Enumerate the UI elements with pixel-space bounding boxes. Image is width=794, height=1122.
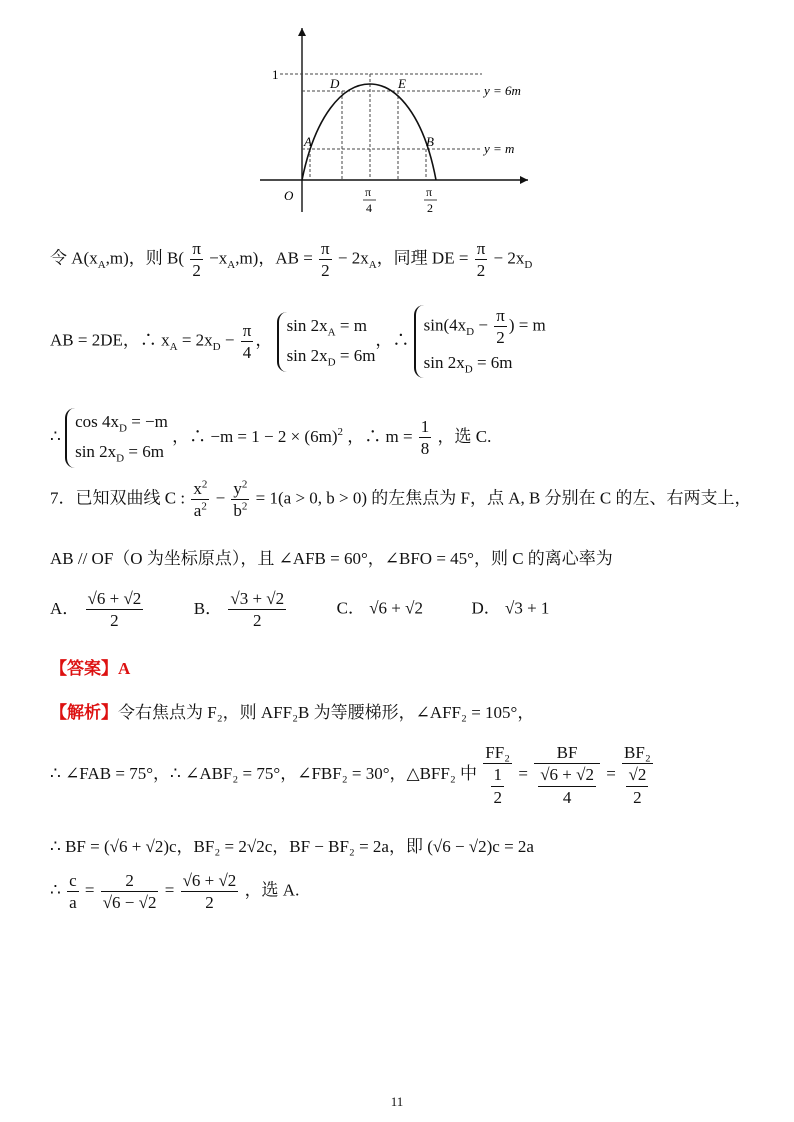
sub: D [212, 341, 221, 354]
solution-line-1: 令 $A(x_A,m)$，则 B( $\frac{\pi}{2}$ $-x_A,m$)，AB = $\frac{\pi}{2}$ − $2x_A$，同理 DE = $\frac{\pi}{2}$ − $2x_D$ [50, 239, 533, 281]
option-a-label: A． [50, 598, 80, 618]
num: BF [534, 742, 600, 764]
den: 2 [496, 328, 505, 348]
system-3 [65, 408, 168, 468]
den: 2 [633, 787, 642, 807]
text: b [233, 501, 242, 521]
sine-curve [302, 84, 436, 180]
text: AB = 2DE，∴ x [50, 330, 170, 350]
analysis-label: 【解析】 [50, 703, 118, 722]
den: a [69, 893, 77, 913]
num: π [241, 320, 254, 342]
option-a-value [86, 588, 144, 632]
x-tick-pi4-den: 4 [366, 201, 372, 215]
num: 1 [419, 416, 432, 438]
x-axis-arrow-icon [520, 176, 528, 184]
option-d-value: √3 + 1 [505, 598, 550, 618]
text: sin 2x [286, 345, 328, 365]
option-c-value: √6 + √2 [369, 598, 423, 618]
x-tick-pi2-den: 2 [427, 201, 433, 215]
text: − [478, 315, 488, 335]
x-tick-pi4-num: π [365, 185, 372, 199]
text: 令 A(x [50, 248, 98, 268]
fraction [494, 305, 507, 349]
q7-stem-1: 7．已知双曲线 C : $\frac{x^2}{a^2}$ − $\frac{y^2}{b^2}$ = 1(a > 0, b > 0) 的左焦点为 F，点 A, B 分别在 C 的左、右两支上， [50, 478, 752, 521]
text: ,m)，AB = [235, 248, 313, 268]
den: 8 [420, 439, 430, 459]
text: = −m [131, 412, 168, 431]
analysis-line-3: ∴ BF = (√6 + √2)c，BF₂ = 2√2c，BF − BF₂ = 2a，即 (√6 − √2)c = 2a [50, 837, 534, 856]
point-e-label: E [398, 76, 406, 91]
num: π [319, 238, 332, 260]
text: ) = m [508, 315, 546, 335]
num: BF₂ [622, 742, 653, 764]
text: ，选 A. [244, 880, 300, 900]
solution-line-3: ∴ $\cos 4x_D = -m$ $\sin 2x_D = 6m$ ，∴ $-m = 1 - 2 \times (6m)^2$ ，∴ m = $\frac{1}{8}$ ，选 C. [50, 408, 491, 468]
den: 2 [110, 611, 119, 631]
point-a-label: A [304, 134, 312, 149]
text: ∴ ∠FAB = 75°，∴ ∠ABF₂ = 75°，∠FBF₂ = 30°，△BFF₂ 中 [50, 763, 478, 783]
fraction [319, 238, 332, 282]
fraction [419, 416, 432, 460]
sub: D [466, 326, 475, 339]
sub: D [327, 356, 336, 369]
text: ，∴ m = [347, 426, 413, 446]
den: 2 [493, 787, 502, 807]
num: √2 [626, 764, 648, 786]
text: sin 2x [423, 352, 465, 372]
sub: D [116, 452, 125, 465]
text: x [193, 479, 202, 498]
fraction [538, 764, 596, 808]
fraction [622, 742, 653, 808]
text: = 6m [128, 441, 164, 461]
fraction [483, 742, 512, 808]
num: FF₂ [483, 742, 512, 764]
sub: A [227, 259, 236, 272]
sub: A [327, 326, 336, 339]
num: π [475, 238, 488, 260]
text: y [233, 479, 242, 498]
text: sin(4x [423, 315, 467, 335]
x-tick-pi2-num: π [426, 185, 433, 199]
point-d-label: D [330, 76, 340, 91]
sub: D [119, 422, 127, 435]
origin-label: O [284, 188, 294, 203]
sub: A [97, 259, 106, 272]
y-axis-arrow-icon [298, 28, 306, 36]
fraction [626, 764, 648, 808]
den: 2 [192, 261, 201, 281]
point-b-label: B [426, 134, 434, 149]
option-b[interactable] [193, 589, 293, 631]
text: 令右焦点为 F₂，则 AFF₂B 为等腰梯形，∠AFF₂ = 105°， [118, 703, 535, 722]
fraction [231, 478, 249, 522]
option-c[interactable] [337, 599, 428, 618]
text: = m [339, 315, 367, 335]
num: 1 [491, 764, 504, 786]
y-tick-1: 1 [272, 67, 279, 82]
text: = 6m [339, 345, 376, 365]
fraction [191, 478, 209, 522]
text: ，∴ −m = 1 − 2 × (6m) [172, 426, 338, 446]
fraction [181, 870, 239, 914]
text: = 1(a > 0, b > 0) 的左焦点为 F，点 A, B 分别在 C 的左、右两支上， [255, 488, 752, 508]
den: 4 [242, 343, 252, 363]
option-b-label: B． [193, 598, 223, 618]
den: 2 [205, 893, 214, 913]
text: ，选 C. [437, 426, 492, 446]
sup: 2 [241, 500, 248, 513]
text: ，同理 DE = [376, 248, 469, 268]
text: sin 2x [286, 315, 328, 335]
den: 4 [562, 787, 572, 807]
system-2 [414, 305, 546, 378]
page-number: 11 [390, 1094, 404, 1109]
den: 2 [321, 261, 330, 281]
sub: A [169, 341, 178, 354]
system-1 [277, 312, 376, 372]
text: − 2x [493, 248, 525, 268]
option-d[interactable] [471, 599, 549, 618]
q7-stem-2: AB // OF（O 为坐标原点），且 ∠AFB = 60°，∠BFO = 45°，则 C 的离心率为 [50, 549, 613, 568]
option-b-value [228, 588, 286, 632]
fraction [491, 764, 504, 808]
sup: 2 [201, 500, 207, 513]
num: π [190, 238, 203, 260]
num: c [67, 870, 79, 892]
line-6m-label: y = 6m [484, 83, 521, 98]
fraction [101, 870, 159, 914]
option-a[interactable] [50, 589, 150, 631]
sub: A [368, 259, 377, 272]
analysis-line-4: ∴ $\frac{c}{a}$ = $\frac{2}{√6 - √2}$ = $\frac{√6 + √2}{2}$ ，选 A. [50, 871, 300, 913]
line-m-label: y = m [484, 141, 515, 156]
solution-line-2: AB = 2DE，∴ $x_A = 2x_D$ − $\frac{\pi}{4}$ ， $\sin 2x_A = m$ $\sin 2x_D = 6m$ ，∴ $\sin(4x_D$ − $\frac{\pi}{2}$ ) = m $\sin 2x_D = 6m$ [50, 305, 546, 378]
num: √6 + √2 [86, 588, 144, 610]
text: = 2x [181, 330, 213, 350]
q7-options [50, 588, 549, 632]
text: = 6m [476, 352, 513, 372]
fraction [241, 320, 254, 364]
text: − [224, 330, 235, 350]
option-d-label: D． [471, 598, 501, 618]
num: π [494, 305, 507, 327]
fraction [475, 238, 488, 282]
analysis-line-2: ∴ ∠FAB = 75°，∴ ∠ABF₂ = 75°，∠FBF₂ = 30°，△BFF₂ 中 $\frac{\text{FF₂}}{\frac{1}{2}}$ = $\frac{BF}{\frac{√6 + √2}{4}}$ = $\frac{\text{BF₂}}{\frac{√2}{2}}$ [50, 743, 651, 807]
num: √3 + √2 [228, 588, 286, 610]
sine-graph [250, 22, 540, 217]
text: −x [209, 248, 228, 268]
sup: 2 [337, 426, 343, 439]
text: a [193, 501, 202, 521]
den: √6 − √2 [102, 893, 157, 913]
text: − 2x [337, 248, 369, 268]
text: 7．已知双曲线 C : [50, 488, 186, 508]
fraction [190, 238, 203, 282]
sub: D [464, 362, 473, 375]
sub: D [524, 259, 533, 272]
text: sin 2x [75, 441, 117, 461]
den: 2 [476, 261, 486, 281]
analysis-line-1 [50, 698, 534, 723]
option-c-label: C． [336, 598, 365, 618]
num: 2 [101, 870, 159, 892]
fraction [534, 742, 600, 808]
fraction [67, 870, 79, 914]
sup: 2 [241, 478, 248, 491]
text: ,m)，则 B [105, 248, 179, 268]
answer: 【答案】A [50, 659, 131, 678]
sup: 2 [201, 478, 208, 491]
num: √6 + √2 [538, 764, 596, 786]
text: cos 4x [75, 412, 119, 431]
text: ∴ [50, 880, 61, 900]
den: 2 [253, 611, 262, 631]
num: √6 + √2 [181, 870, 239, 892]
